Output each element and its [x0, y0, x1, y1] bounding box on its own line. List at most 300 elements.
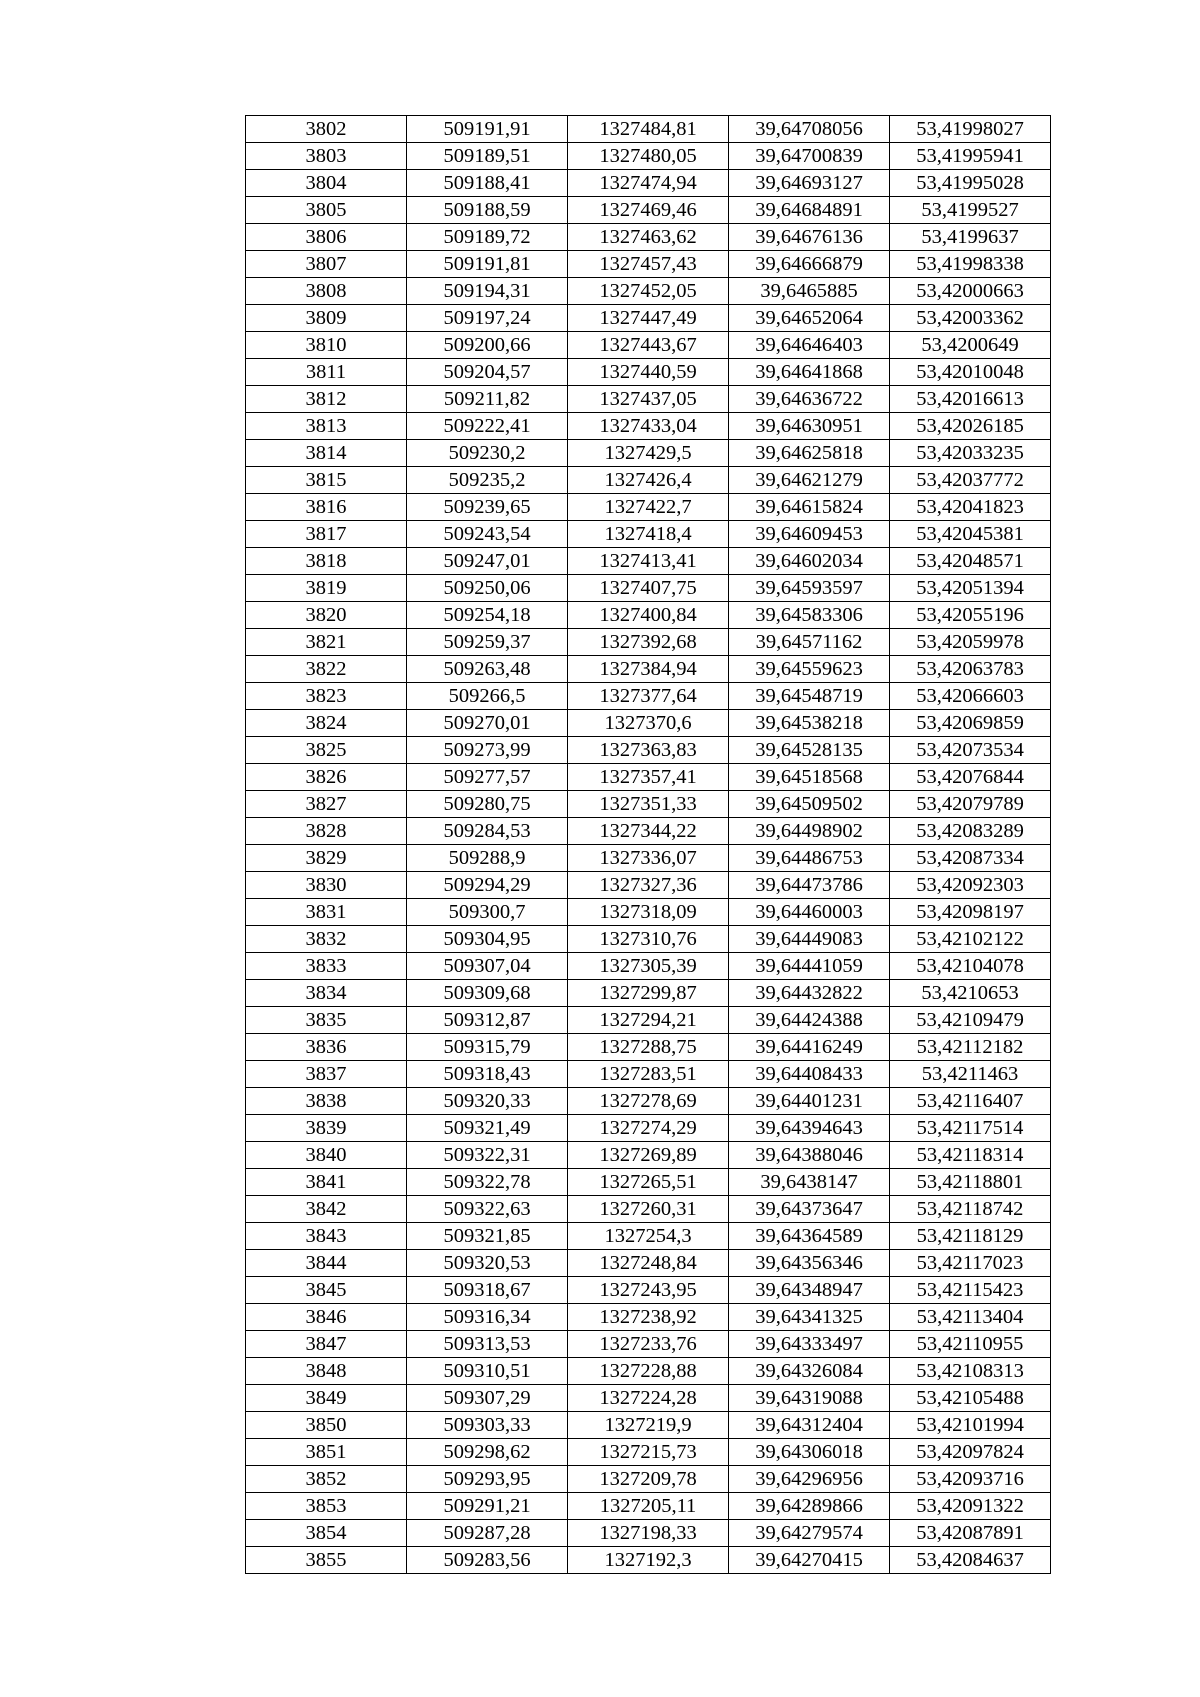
longitude-cell: 39,64571162: [729, 629, 890, 656]
latitude-cell: 53,42118801: [890, 1169, 1051, 1196]
longitude-cell: 39,64473786: [729, 872, 890, 899]
longitude-cell: 39,64388046: [729, 1142, 890, 1169]
table-row: [246, 224, 1051, 251]
latitude-cell: 53,42051394: [890, 575, 1051, 602]
latitude-cell: 53,42076844: [890, 764, 1051, 791]
table-row: [246, 1412, 1051, 1439]
x-coordinate-cell: 509243,54: [407, 521, 568, 548]
longitude-cell: 39,64408433: [729, 1061, 890, 1088]
x-coordinate-cell: 509188,59: [407, 197, 568, 224]
y-coordinate-cell: 1327336,07: [568, 845, 729, 872]
latitude-cell: 53,42069859: [890, 710, 1051, 737]
table-row: [246, 251, 1051, 278]
x-coordinate-cell: 509222,41: [407, 413, 568, 440]
coordinates-table: [245, 115, 1051, 1574]
point-number-cell: 3813: [246, 413, 407, 440]
table-row: [246, 1142, 1051, 1169]
x-coordinate-cell: 509304,95: [407, 926, 568, 953]
y-coordinate-cell: 1327422,7: [568, 494, 729, 521]
latitude-cell: 53,42117514: [890, 1115, 1051, 1142]
x-coordinate-cell: 509191,91: [407, 116, 568, 143]
longitude-cell: 39,64630951: [729, 413, 890, 440]
point-number-cell: 3851: [246, 1439, 407, 1466]
y-coordinate-cell: 1327344,22: [568, 818, 729, 845]
x-coordinate-cell: 509318,67: [407, 1277, 568, 1304]
latitude-cell: 53,42087891: [890, 1520, 1051, 1547]
x-coordinate-cell: 509298,62: [407, 1439, 568, 1466]
latitude-cell: 53,42092303: [890, 872, 1051, 899]
point-number-cell: 3843: [246, 1223, 407, 1250]
x-coordinate-cell: 509250,06: [407, 575, 568, 602]
y-coordinate-cell: 1327228,88: [568, 1358, 729, 1385]
y-coordinate-cell: 1327288,75: [568, 1034, 729, 1061]
longitude-cell: 39,64509502: [729, 791, 890, 818]
longitude-cell: 39,64401231: [729, 1088, 890, 1115]
point-number-cell: 3803: [246, 143, 407, 170]
table-row: [246, 494, 1051, 521]
table-row: [246, 197, 1051, 224]
point-number-cell: 3844: [246, 1250, 407, 1277]
latitude-cell: 53,42113404: [890, 1304, 1051, 1331]
table-row: [246, 1493, 1051, 1520]
table-row: [246, 1088, 1051, 1115]
point-number-cell: 3842: [246, 1196, 407, 1223]
point-number-cell: 3835: [246, 1007, 407, 1034]
y-coordinate-cell: 1327457,43: [568, 251, 729, 278]
table-row: [246, 1547, 1051, 1574]
y-coordinate-cell: 1327480,05: [568, 143, 729, 170]
y-coordinate-cell: 1327433,04: [568, 413, 729, 440]
longitude-cell: 39,64296956: [729, 1466, 890, 1493]
point-number-cell: 3802: [246, 116, 407, 143]
point-number-cell: 3810: [246, 332, 407, 359]
x-coordinate-cell: 509307,04: [407, 953, 568, 980]
longitude-cell: 39,64356346: [729, 1250, 890, 1277]
table-row: [246, 1520, 1051, 1547]
point-number-cell: 3839: [246, 1115, 407, 1142]
y-coordinate-cell: 1327243,95: [568, 1277, 729, 1304]
y-coordinate-cell: 1327327,36: [568, 872, 729, 899]
coordinates-table-body: [246, 116, 1051, 1574]
point-number-cell: 3834: [246, 980, 407, 1007]
x-coordinate-cell: 509211,82: [407, 386, 568, 413]
point-number-cell: 3838: [246, 1088, 407, 1115]
x-coordinate-cell: 509321,49: [407, 1115, 568, 1142]
y-coordinate-cell: 1327209,78: [568, 1466, 729, 1493]
x-coordinate-cell: 509277,57: [407, 764, 568, 791]
table-row: [246, 926, 1051, 953]
longitude-cell: 39,64498902: [729, 818, 890, 845]
y-coordinate-cell: 1327305,39: [568, 953, 729, 980]
table-row: [246, 629, 1051, 656]
table-row: [246, 521, 1051, 548]
y-coordinate-cell: 1327310,76: [568, 926, 729, 953]
table-row: [246, 1115, 1051, 1142]
longitude-cell: 39,64583306: [729, 602, 890, 629]
longitude-cell: 39,64279574: [729, 1520, 890, 1547]
x-coordinate-cell: 509310,51: [407, 1358, 568, 1385]
longitude-cell: 39,64432822: [729, 980, 890, 1007]
x-coordinate-cell: 509322,31: [407, 1142, 568, 1169]
x-coordinate-cell: 509259,37: [407, 629, 568, 656]
longitude-cell: 39,64652064: [729, 305, 890, 332]
x-coordinate-cell: 509235,2: [407, 467, 568, 494]
longitude-cell: 39,64486753: [729, 845, 890, 872]
x-coordinate-cell: 509312,87: [407, 1007, 568, 1034]
table-row: [246, 1331, 1051, 1358]
table-row: [246, 467, 1051, 494]
longitude-cell: 39,64306018: [729, 1439, 890, 1466]
latitude-cell: 53,42101994: [890, 1412, 1051, 1439]
y-coordinate-cell: 1327377,64: [568, 683, 729, 710]
point-number-cell: 3850: [246, 1412, 407, 1439]
longitude-cell: 39,64312404: [729, 1412, 890, 1439]
latitude-cell: 53,42105488: [890, 1385, 1051, 1412]
longitude-cell: 39,64348947: [729, 1277, 890, 1304]
longitude-cell: 39,64270415: [729, 1547, 890, 1574]
longitude-cell: 39,64700839: [729, 143, 890, 170]
x-coordinate-cell: 509322,78: [407, 1169, 568, 1196]
longitude-cell: 39,64636722: [729, 386, 890, 413]
x-coordinate-cell: 509321,85: [407, 1223, 568, 1250]
x-coordinate-cell: 509291,21: [407, 1493, 568, 1520]
x-coordinate-cell: 509294,29: [407, 872, 568, 899]
table-row: [246, 791, 1051, 818]
x-coordinate-cell: 509230,2: [407, 440, 568, 467]
longitude-cell: 39,64666879: [729, 251, 890, 278]
latitude-cell: 53,42079789: [890, 791, 1051, 818]
x-coordinate-cell: 509280,75: [407, 791, 568, 818]
table-row: [246, 980, 1051, 1007]
latitude-cell: 53,42041823: [890, 494, 1051, 521]
point-number-cell: 3823: [246, 683, 407, 710]
longitude-cell: 39,64693127: [729, 170, 890, 197]
table-row: [246, 278, 1051, 305]
point-number-cell: 3854: [246, 1520, 407, 1547]
y-coordinate-cell: 1327260,31: [568, 1196, 729, 1223]
table-row: [246, 1007, 1051, 1034]
table-row: [246, 953, 1051, 980]
y-coordinate-cell: 1327357,41: [568, 764, 729, 791]
table-row: [246, 737, 1051, 764]
y-coordinate-cell: 1327269,89: [568, 1142, 729, 1169]
y-coordinate-cell: 1327299,87: [568, 980, 729, 1007]
longitude-cell: 39,64460003: [729, 899, 890, 926]
x-coordinate-cell: 509283,56: [407, 1547, 568, 1574]
point-number-cell: 3818: [246, 548, 407, 575]
point-number-cell: 3809: [246, 305, 407, 332]
latitude-cell: 53,42093716: [890, 1466, 1051, 1493]
table-row: [246, 386, 1051, 413]
table-row: [246, 1034, 1051, 1061]
x-coordinate-cell: 509315,79: [407, 1034, 568, 1061]
table-row: [246, 602, 1051, 629]
latitude-cell: 53,42109479: [890, 1007, 1051, 1034]
longitude-cell: 39,64333497: [729, 1331, 890, 1358]
x-coordinate-cell: 509191,81: [407, 251, 568, 278]
x-coordinate-cell: 509288,9: [407, 845, 568, 872]
longitude-cell: 39,64538218: [729, 710, 890, 737]
longitude-cell: 39,64646403: [729, 332, 890, 359]
x-coordinate-cell: 509322,63: [407, 1196, 568, 1223]
x-coordinate-cell: 509239,65: [407, 494, 568, 521]
latitude-cell: 53,42102122: [890, 926, 1051, 953]
table-row: [246, 764, 1051, 791]
point-number-cell: 3826: [246, 764, 407, 791]
latitude-cell: 53,42097824: [890, 1439, 1051, 1466]
point-number-cell: 3833: [246, 953, 407, 980]
latitude-cell: 53,42118742: [890, 1196, 1051, 1223]
x-coordinate-cell: 509189,72: [407, 224, 568, 251]
longitude-cell: 39,64341325: [729, 1304, 890, 1331]
y-coordinate-cell: 1327484,81: [568, 116, 729, 143]
longitude-cell: 39,64641868: [729, 359, 890, 386]
longitude-cell: 39,64416249: [729, 1034, 890, 1061]
latitude-cell: 53,41998027: [890, 116, 1051, 143]
point-number-cell: 3820: [246, 602, 407, 629]
table-row: [246, 1061, 1051, 1088]
table-row: [246, 1196, 1051, 1223]
y-coordinate-cell: 1327265,51: [568, 1169, 729, 1196]
y-coordinate-cell: 1327447,49: [568, 305, 729, 332]
table-row: [246, 656, 1051, 683]
longitude-cell: 39,64518568: [729, 764, 890, 791]
longitude-cell: 39,64684891: [729, 197, 890, 224]
latitude-cell: 53,4210653: [890, 980, 1051, 1007]
y-coordinate-cell: 1327469,46: [568, 197, 729, 224]
y-coordinate-cell: 1327224,28: [568, 1385, 729, 1412]
point-number-cell: 3848: [246, 1358, 407, 1385]
y-coordinate-cell: 1327233,76: [568, 1331, 729, 1358]
table-row: [246, 1466, 1051, 1493]
longitude-cell: 39,64602034: [729, 548, 890, 575]
longitude-cell: 39,6438147: [729, 1169, 890, 1196]
table-row: [246, 332, 1051, 359]
latitude-cell: 53,42117023: [890, 1250, 1051, 1277]
table-row: [246, 1169, 1051, 1196]
longitude-cell: 39,64615824: [729, 494, 890, 521]
table-row: [246, 818, 1051, 845]
point-number-cell: 3853: [246, 1493, 407, 1520]
y-coordinate-cell: 1327363,83: [568, 737, 729, 764]
table-row: [246, 1439, 1051, 1466]
y-coordinate-cell: 1327205,11: [568, 1493, 729, 1520]
x-coordinate-cell: 509300,7: [407, 899, 568, 926]
y-coordinate-cell: 1327392,68: [568, 629, 729, 656]
latitude-cell: 53,42087334: [890, 845, 1051, 872]
y-coordinate-cell: 1327351,33: [568, 791, 729, 818]
y-coordinate-cell: 1327318,09: [568, 899, 729, 926]
table-row: [246, 683, 1051, 710]
point-number-cell: 3831: [246, 899, 407, 926]
table-row: [246, 548, 1051, 575]
point-number-cell: 3806: [246, 224, 407, 251]
longitude-cell: 39,64708056: [729, 116, 890, 143]
point-number-cell: 3827: [246, 791, 407, 818]
point-number-cell: 3847: [246, 1331, 407, 1358]
point-number-cell: 3821: [246, 629, 407, 656]
table-row: [246, 440, 1051, 467]
table-row: [246, 710, 1051, 737]
x-coordinate-cell: 509200,66: [407, 332, 568, 359]
y-coordinate-cell: 1327474,94: [568, 170, 729, 197]
point-number-cell: 3845: [246, 1277, 407, 1304]
longitude-cell: 39,64548719: [729, 683, 890, 710]
table-row: [246, 305, 1051, 332]
latitude-cell: 53,41995028: [890, 170, 1051, 197]
y-coordinate-cell: 1327283,51: [568, 1061, 729, 1088]
longitude-cell: 39,64449083: [729, 926, 890, 953]
point-number-cell: 3840: [246, 1142, 407, 1169]
latitude-cell: 53,42110955: [890, 1331, 1051, 1358]
y-coordinate-cell: 1327238,92: [568, 1304, 729, 1331]
latitude-cell: 53,42003362: [890, 305, 1051, 332]
table-row: [246, 143, 1051, 170]
longitude-cell: 39,64424388: [729, 1007, 890, 1034]
y-coordinate-cell: 1327437,05: [568, 386, 729, 413]
point-number-cell: 3816: [246, 494, 407, 521]
table-row: [246, 575, 1051, 602]
longitude-cell: 39,64326084: [729, 1358, 890, 1385]
longitude-cell: 39,64559623: [729, 656, 890, 683]
longitude-cell: 39,64625818: [729, 440, 890, 467]
y-coordinate-cell: 1327198,33: [568, 1520, 729, 1547]
longitude-cell: 39,64593597: [729, 575, 890, 602]
table-row: [246, 170, 1051, 197]
x-coordinate-cell: 509284,53: [407, 818, 568, 845]
latitude-cell: 53,42112182: [890, 1034, 1051, 1061]
latitude-cell: 53,42000663: [890, 278, 1051, 305]
point-number-cell: 3852: [246, 1466, 407, 1493]
latitude-cell: 53,42091322: [890, 1493, 1051, 1520]
y-coordinate-cell: 1327400,84: [568, 602, 729, 629]
y-coordinate-cell: 1327384,94: [568, 656, 729, 683]
y-coordinate-cell: 1327426,4: [568, 467, 729, 494]
x-coordinate-cell: 509320,33: [407, 1088, 568, 1115]
latitude-cell: 53,42055196: [890, 602, 1051, 629]
table-row: [246, 116, 1051, 143]
longitude-cell: 39,64364589: [729, 1223, 890, 1250]
point-number-cell: 3825: [246, 737, 407, 764]
longitude-cell: 39,64676136: [729, 224, 890, 251]
latitude-cell: 53,4211463: [890, 1061, 1051, 1088]
table-row: [246, 1358, 1051, 1385]
point-number-cell: 3837: [246, 1061, 407, 1088]
x-coordinate-cell: 509316,34: [407, 1304, 568, 1331]
latitude-cell: 53,42073534: [890, 737, 1051, 764]
y-coordinate-cell: 1327215,73: [568, 1439, 729, 1466]
latitude-cell: 53,42115423: [890, 1277, 1051, 1304]
y-coordinate-cell: 1327248,84: [568, 1250, 729, 1277]
table-row: [246, 1223, 1051, 1250]
x-coordinate-cell: 509266,5: [407, 683, 568, 710]
latitude-cell: 53,42066603: [890, 683, 1051, 710]
y-coordinate-cell: 1327443,67: [568, 332, 729, 359]
x-coordinate-cell: 509247,01: [407, 548, 568, 575]
x-coordinate-cell: 509313,53: [407, 1331, 568, 1358]
latitude-cell: 53,4199527: [890, 197, 1051, 224]
x-coordinate-cell: 509303,33: [407, 1412, 568, 1439]
latitude-cell: 53,42026185: [890, 413, 1051, 440]
table-row: [246, 1250, 1051, 1277]
point-number-cell: 3836: [246, 1034, 407, 1061]
y-coordinate-cell: 1327254,3: [568, 1223, 729, 1250]
latitude-cell: 53,42010048: [890, 359, 1051, 386]
latitude-cell: 53,42016613: [890, 386, 1051, 413]
y-coordinate-cell: 1327219,9: [568, 1412, 729, 1439]
latitude-cell: 53,42048571: [890, 548, 1051, 575]
x-coordinate-cell: 509320,53: [407, 1250, 568, 1277]
point-number-cell: 3819: [246, 575, 407, 602]
latitude-cell: 53,42063783: [890, 656, 1051, 683]
point-number-cell: 3814: [246, 440, 407, 467]
point-number-cell: 3807: [246, 251, 407, 278]
x-coordinate-cell: 509263,48: [407, 656, 568, 683]
y-coordinate-cell: 1327407,75: [568, 575, 729, 602]
latitude-cell: 53,42118314: [890, 1142, 1051, 1169]
x-coordinate-cell: 509194,31: [407, 278, 568, 305]
x-coordinate-cell: 509287,28: [407, 1520, 568, 1547]
table-row: [246, 1385, 1051, 1412]
x-coordinate-cell: 509254,18: [407, 602, 568, 629]
longitude-cell: 39,64621279: [729, 467, 890, 494]
latitude-cell: 53,42059978: [890, 629, 1051, 656]
y-coordinate-cell: 1327440,59: [568, 359, 729, 386]
x-coordinate-cell: 509293,95: [407, 1466, 568, 1493]
point-number-cell: 3822: [246, 656, 407, 683]
point-number-cell: 3855: [246, 1547, 407, 1574]
latitude-cell: 53,41998338: [890, 251, 1051, 278]
table-row: [246, 359, 1051, 386]
x-coordinate-cell: 509197,24: [407, 305, 568, 332]
latitude-cell: 53,41995941: [890, 143, 1051, 170]
table-row: [246, 899, 1051, 926]
point-number-cell: 3846: [246, 1304, 407, 1331]
latitude-cell: 53,42108313: [890, 1358, 1051, 1385]
point-number-cell: 3804: [246, 170, 407, 197]
latitude-cell: 53,42098197: [890, 899, 1051, 926]
x-coordinate-cell: 509318,43: [407, 1061, 568, 1088]
latitude-cell: 53,4200649: [890, 332, 1051, 359]
x-coordinate-cell: 509188,41: [407, 170, 568, 197]
table-row: [246, 1304, 1051, 1331]
longitude-cell: 39,64289866: [729, 1493, 890, 1520]
y-coordinate-cell: 1327294,21: [568, 1007, 729, 1034]
x-coordinate-cell: 509273,99: [407, 737, 568, 764]
point-number-cell: 3824: [246, 710, 407, 737]
table-row: [246, 1277, 1051, 1304]
longitude-cell: 39,64528135: [729, 737, 890, 764]
table-row: [246, 872, 1051, 899]
y-coordinate-cell: 1327192,3: [568, 1547, 729, 1574]
point-number-cell: 3832: [246, 926, 407, 953]
longitude-cell: 39,64441059: [729, 953, 890, 980]
point-number-cell: 3812: [246, 386, 407, 413]
latitude-cell: 53,42083289: [890, 818, 1051, 845]
point-number-cell: 3811: [246, 359, 407, 386]
y-coordinate-cell: 1327274,29: [568, 1115, 729, 1142]
latitude-cell: 53,42104078: [890, 953, 1051, 980]
y-coordinate-cell: 1327413,41: [568, 548, 729, 575]
point-number-cell: 3841: [246, 1169, 407, 1196]
x-coordinate-cell: 509204,57: [407, 359, 568, 386]
latitude-cell: 53,42118129: [890, 1223, 1051, 1250]
longitude-cell: 39,64609453: [729, 521, 890, 548]
y-coordinate-cell: 1327429,5: [568, 440, 729, 467]
longitude-cell: 39,6465885: [729, 278, 890, 305]
latitude-cell: 53,42037772: [890, 467, 1051, 494]
point-number-cell: 3805: [246, 197, 407, 224]
